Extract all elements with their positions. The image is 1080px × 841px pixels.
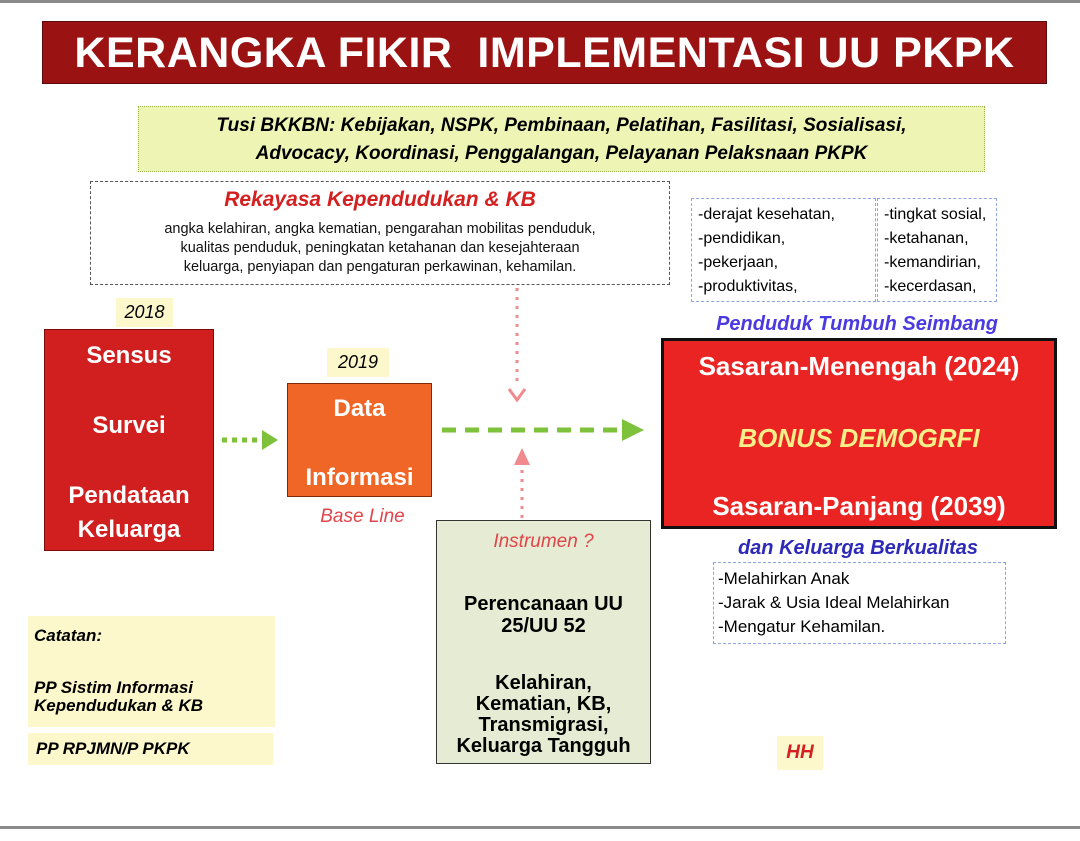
source-keluarga: Keluarga <box>77 516 181 543</box>
catatan-label: Catatan: <box>34 626 103 645</box>
arrow-head-instrumen-up <box>514 448 530 465</box>
keluarga-berkualitas-label: dan Keluarga Berkualitas <box>737 537 979 559</box>
instrumen-item: Kelahiran, <box>495 672 592 694</box>
indicator-item: -pendidikan, <box>698 230 786 247</box>
rekayasa-line-2: kualitas penduduk, peningkatan ketahanan dan kesejahteraan <box>180 240 580 256</box>
indicator-item: -kecerdasan, <box>884 278 977 295</box>
catatan-pp1-line-1: PP Sistim Informasi <box>34 678 194 697</box>
tusi-line-1: Tusi BKKBN: Kebijakan, NSPK, Pembinaan, Pelatihan, Fasilitasi, Sosialisasi, <box>216 115 907 136</box>
author-initials: HH <box>777 736 823 770</box>
indicator-item: -ketahanan, <box>884 230 969 247</box>
instrumen-item: Kematian, KB, <box>475 693 612 715</box>
melahirkan-item: -Jarak & Usia Ideal Melahirkan <box>718 593 950 612</box>
sasaran-menengah: Sasaran-Menengah (2024) <box>698 351 1020 381</box>
source-survei: Survei <box>92 412 166 439</box>
page-title: KERANGKA FIKIR IMPLEMENTASI UU PKPK <box>42 21 1047 84</box>
indicator-item: -tingkat sosial, <box>884 206 987 223</box>
indicator-item: -pekerjaan, <box>698 254 779 271</box>
data-label: Data <box>333 395 386 422</box>
arrow-head-rekayasa-down <box>509 389 525 400</box>
rekayasa-title: Rekayasa Kependudukan & KB <box>224 188 536 211</box>
tusi-line-2: Advocacy, Koordinasi, Penggalangan, Pelayanan Pelaksnaan PKPK <box>255 143 868 164</box>
source-sensus: Sensus <box>86 342 172 369</box>
indicator-item: -produktivitas, <box>698 278 798 295</box>
rekayasa-line-1: angka kelahiran, angka kematian, pengarahan mobilitas penduduk, <box>164 221 596 237</box>
year-2018-label: 2018 <box>116 298 173 327</box>
arrow-head-data-to-sasaran <box>622 419 644 441</box>
instrumen-plan-line-1: Perencanaan UU <box>464 593 623 615</box>
melahirkan-item: -Melahirkan Anak <box>718 569 850 588</box>
year-2019-label: 2019 <box>327 348 389 377</box>
base-line-label: Base Line <box>320 506 405 527</box>
indicator-item: -derajat kesehatan, <box>698 206 835 223</box>
source-pendataan: Pendataan <box>68 482 190 509</box>
penduduk-tumbuh-label: Penduduk Tumbuh Seimbang <box>716 313 998 335</box>
sasaran-panjang: Sasaran-Panjang (2039) <box>712 491 1006 521</box>
instrumen-item: Keluarga Tangguh <box>456 735 631 757</box>
indicator-item: -kemandirian, <box>884 254 981 271</box>
catatan-pp2: PP RPJMN/P PKPK <box>28 733 273 765</box>
informasi-label: Informasi <box>305 464 414 491</box>
catatan-pp1-line-2: Kependudukan & KB <box>34 696 204 715</box>
arrow-head-source-to-data <box>262 430 278 450</box>
bonus-demografi: BONUS DEMOGRFI <box>738 423 980 453</box>
instrumen-item: Transmigrasi, <box>478 714 609 736</box>
melahirkan-item: -Mengatur Kehamilan. <box>718 617 886 636</box>
instrumen-plan-line-2: 25/UU 52 <box>501 615 586 637</box>
instrumen-question: Instrumen ? <box>493 531 594 552</box>
rekayasa-line-3: keluarga, penyiapan dan pengaturan perkawinan, kehamilan. <box>183 259 577 275</box>
